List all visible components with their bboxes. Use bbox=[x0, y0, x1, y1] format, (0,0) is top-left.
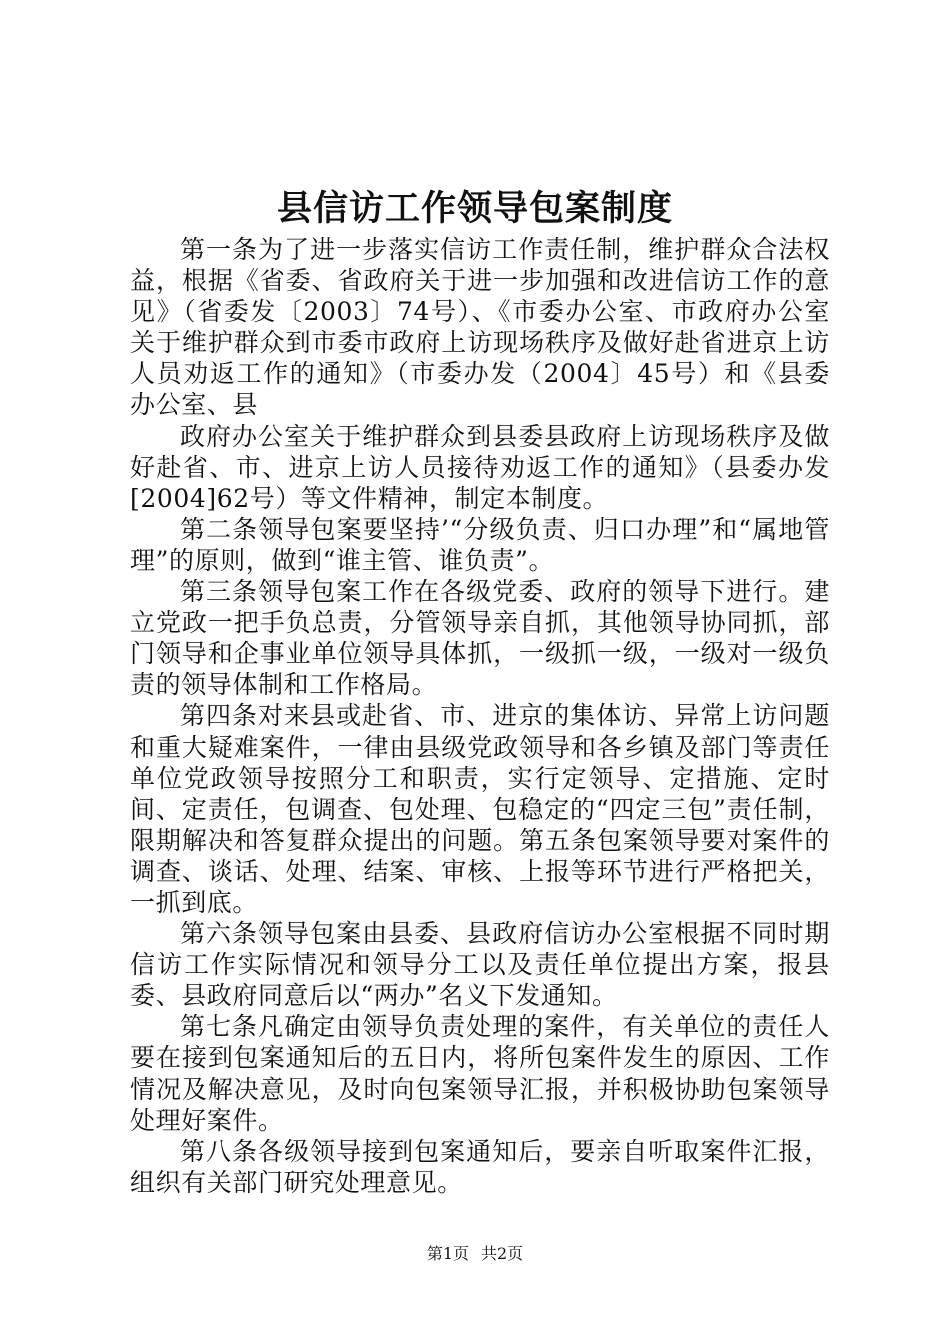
page-total: 共2页 bbox=[481, 1244, 524, 1263]
document-title: 县信访工作领导包案制度 bbox=[276, 188, 673, 229]
page-number: 第1页 bbox=[426, 1244, 469, 1263]
paragraph-article-8: 第八条各级领导接到包案通知后，要亲自听取案件汇报，组织有关部门研究处理意见。 bbox=[130, 1136, 830, 1197]
page-footer bbox=[0, 1243, 950, 1265]
paragraph-article-4-5: 第四条对来县或赴省、市、进京的集体访、异常上访问题和重大疑难案件，一律由县级党政领导和各乡镇及部门等责任单位党政领导按照分工和职责，实行定领导、定措施、定时间、定责任，包调查、包处理、包稳定的“四定三包”责任制，限期解决和答复群众提出的问题。第五条包案领导要对案件的调查、谈话、处理、结案、审核、上报等环节进行严格把关，一抓到底。 bbox=[130, 701, 830, 917]
paragraph-article-6: 第六条领导包案由县委、县政府信访办公室根据不同时期信访工作实际情况和领导分工以及责任单位提出方案，报县委、县政府同意后以“两办”名义下发通知。 bbox=[130, 919, 830, 1011]
paragraph-article-3: 第三条领导包案工作在各级党委、政府的领导下进行。建立党政一把手负总责，分管领导亲自抓，其他领导协同抓，部门领导和企事业单位领导具体抓，一级抓一级，一级对一级负责的领导体制和工作格局。 bbox=[130, 577, 830, 700]
paragraph-article-1-continued: 政府办公室关于维护群众到县委县政府上访现场秩序及做好赴省、市、进京上访人员接待劝返工作的通知》（县委办发[2004]62号）等文件精神，制定本制度。 bbox=[130, 421, 830, 513]
paragraph-article-2: 第二条领导包案要坚持’“分级负责、归口办理”和“属地管理”的原则，做到“谁主管、谁负责”。 bbox=[130, 514, 830, 575]
paragraph-article-1: 第一条为了进一步落实信访工作责任制，维护群众合法权益，根据《省委、省政府关于进一步加强和改进信访工作的意见》（省委发〔2003〕74号）、《市委办公室、市政府办公室关于维护群众到市委市政府上访现场秩序及做好赴省进京上访人员劝返工作的通知》（市委办发（2004〕45号）和《县委办公室、县 bbox=[130, 235, 830, 420]
paragraph-article-7: 第七条凡确定由领导负责处理的案件，有关单位的责任人要在接到包案通知后的五日内，将所包案件发生的原因、工作情况及解决意见，及时向包案领导汇报，并积极协助包案领导处理好案件。 bbox=[130, 1012, 830, 1135]
document-body bbox=[130, 234, 830, 1198]
